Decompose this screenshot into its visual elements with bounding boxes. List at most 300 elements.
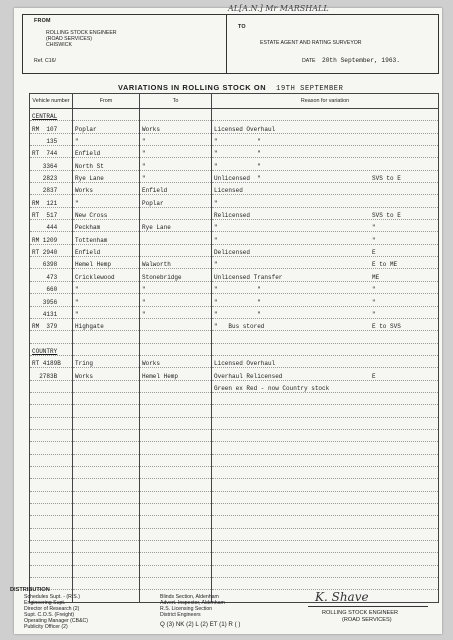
reason-cell <box>212 306 439 318</box>
reason-cell <box>212 504 439 516</box>
reason-text: " " <box>214 298 261 306</box>
transfer-note: SVS to E <box>372 212 401 220</box>
table-row <box>30 454 439 466</box>
table-row <box>30 516 439 528</box>
from-cell <box>73 281 140 293</box>
from-cell <box>73 257 140 269</box>
from-cell <box>73 244 140 256</box>
table-row <box>30 466 439 478</box>
from-cell <box>73 121 140 133</box>
from-cell <box>73 170 140 182</box>
from-cell <box>73 442 140 454</box>
to-cell <box>140 183 212 195</box>
to-cell <box>140 491 212 503</box>
reason-cell <box>212 466 439 478</box>
reason-text: Licensed Overhaul <box>214 125 276 133</box>
reason-cell <box>212 170 439 182</box>
to-cell <box>140 429 212 441</box>
reason-text: Overhaul Relicensed <box>214 372 283 380</box>
transfer-note: ME <box>372 273 380 281</box>
from-cell <box>73 590 140 602</box>
table-row <box>30 195 439 207</box>
reason-cell <box>212 491 439 503</box>
reason-text: Delicensed <box>214 249 251 257</box>
vehicle-number-cell <box>30 442 73 454</box>
to-cell <box>140 318 212 330</box>
vehicle-number-cell-text: RT 517 <box>32 212 58 220</box>
to-cell <box>140 417 212 429</box>
dist-mid-3: District Engineers <box>160 612 201 618</box>
vehicle-number-cell <box>30 294 73 306</box>
reason-cell <box>212 479 439 491</box>
to-cell <box>140 195 212 207</box>
reason-cell <box>212 343 439 355</box>
dist-mid-1: Advert. Inspector, Aldenham <box>160 600 225 606</box>
table-row <box>30 170 439 182</box>
transfer-note: " <box>372 310 376 318</box>
from-cell-text: Tottenham <box>75 236 108 244</box>
reason-text: Green ex Red - now Country stock <box>214 384 330 392</box>
to-cell <box>140 343 212 355</box>
to-cell <box>140 504 212 516</box>
to-cell-text: " <box>142 310 146 318</box>
reason-text: " " <box>214 310 261 318</box>
reason-text: " " <box>214 150 261 158</box>
reason-cell <box>212 429 439 441</box>
vehicle-number-cell <box>30 343 73 355</box>
from-cell <box>73 491 140 503</box>
vehicle-number-cell <box>30 158 73 170</box>
from-cell <box>73 146 140 158</box>
reason-cell <box>212 380 439 392</box>
vehicle-number-cell <box>30 244 73 256</box>
date-value: 20th September, 1963. <box>322 57 400 64</box>
table-row <box>30 442 439 454</box>
vehicle-number-cell-text: 135 <box>32 138 58 146</box>
reason-text: " " <box>214 286 261 294</box>
to-cell <box>140 405 212 417</box>
reason-cell <box>212 207 439 219</box>
from-cell-text: " <box>75 138 79 146</box>
from-cell-text: Cricklewood <box>75 273 115 281</box>
vehicle-number-cell <box>30 232 73 244</box>
from-cell <box>73 405 140 417</box>
from-cell <box>73 232 140 244</box>
dist-left-1: Engineering Supt. <box>24 600 66 606</box>
vehicle-number-cell <box>30 368 73 380</box>
reason-cell <box>212 220 439 232</box>
vehicle-number-cell <box>30 318 73 330</box>
dist-mid-0: Blinds Section, Aldenham <box>160 594 219 600</box>
vehicle-number-cell <box>30 504 73 516</box>
reason-cell <box>212 553 439 565</box>
to-label: TO <box>238 24 246 30</box>
from-cell-text: New Cross <box>75 212 108 220</box>
vehicle-number-cell <box>30 516 73 528</box>
from-cell <box>73 392 140 404</box>
table-row <box>30 146 439 158</box>
page-title <box>118 83 343 93</box>
to-cell-text: " <box>142 175 146 183</box>
reason-text: " <box>214 224 218 232</box>
to-cell <box>140 294 212 306</box>
vehicle-number-cell-text: 3364 <box>32 162 58 170</box>
from-cell <box>73 195 140 207</box>
col-reason: Reason for variation <box>212 94 439 109</box>
from-cell <box>73 429 140 441</box>
vehicle-number-cell-text: CENTRAL <box>32 113 58 121</box>
to-cell <box>140 355 212 367</box>
transfer-note: SVS to E <box>372 175 401 183</box>
from-cell-text: Enfield <box>75 150 101 158</box>
from-cell <box>73 454 140 466</box>
title-text: VARIATIONS IN ROLLING STOCK ON <box>118 83 267 92</box>
to-cell <box>140 109 212 121</box>
reason-text: Licensed Overhaul <box>214 360 276 368</box>
to-cell-text: Works <box>142 125 161 133</box>
vehicle-number-cell-text: 6398 <box>32 261 58 269</box>
from-cell <box>73 368 140 380</box>
table-row <box>30 121 439 133</box>
vehicle-number-cell-text: RT 2940 <box>32 249 58 257</box>
to-cell-text: Poplar <box>142 199 164 207</box>
from-cell <box>73 355 140 367</box>
table-row <box>30 590 439 602</box>
vehicle-number-cell-text: COUNTRY <box>32 347 58 355</box>
to-cell <box>140 244 212 256</box>
vehicle-number-cell <box>30 220 73 232</box>
from-cell <box>73 158 140 170</box>
dist-left-3: Supt. C.O.S. (Freight) <box>24 612 75 618</box>
section-row <box>30 343 439 355</box>
reason-cell <box>212 417 439 429</box>
from-cell <box>73 528 140 540</box>
vehicle-number-cell-text: 660 <box>32 286 58 294</box>
to-cell-text: " <box>142 138 146 146</box>
reason-cell <box>212 232 439 244</box>
reason-cell <box>212 133 439 145</box>
table-row <box>30 380 439 392</box>
dist-left-4: Operating Manager (CB&C) <box>24 618 89 624</box>
table-row <box>30 405 439 417</box>
vehicle-number-cell <box>30 392 73 404</box>
from-cell <box>73 578 140 590</box>
reason-cell <box>212 257 439 269</box>
vehicle-number-cell <box>30 195 73 207</box>
dist-left-0: Schedules Supt. - (R.S.) <box>24 594 80 600</box>
from-cell-text: " <box>75 310 79 318</box>
reason-text: " <box>214 261 218 269</box>
signature-title: ROLLING STOCK ENGINEER <box>322 610 399 616</box>
reason-text: " Bus stored <box>214 323 265 331</box>
reason-cell <box>212 541 439 553</box>
table-row <box>30 269 439 281</box>
to-cell <box>140 158 212 170</box>
to-cell <box>140 257 212 269</box>
transfer-note: " <box>372 236 376 244</box>
from-line-3: CHISWICK <box>46 42 72 48</box>
from-cell <box>73 553 140 565</box>
from-cell <box>73 417 140 429</box>
from-cell <box>73 294 140 306</box>
vehicle-number-cell-text: 2837 <box>32 187 58 195</box>
vehicle-number-cell <box>30 281 73 293</box>
transfer-note: E <box>372 249 376 257</box>
col-to: To <box>140 94 212 109</box>
vehicle-number-cell-text: 4131 <box>32 310 58 318</box>
table-row <box>30 158 439 170</box>
vehicle-number-cell <box>30 146 73 158</box>
to-cell-text: " <box>142 162 146 170</box>
table-row <box>30 306 439 318</box>
from-label: FROM <box>34 18 51 24</box>
vehicle-number-cell <box>30 269 73 281</box>
from-cell-text: " <box>75 199 79 207</box>
from-cell <box>73 479 140 491</box>
reason-text: Unlicensed " <box>214 175 261 183</box>
from-cell-text: Rye Lane <box>75 175 104 183</box>
to-cell <box>140 121 212 133</box>
to-cell <box>140 331 212 343</box>
vehicle-number-cell <box>30 257 73 269</box>
reason-text: " " <box>214 162 261 170</box>
reason-cell <box>212 516 439 528</box>
from-cell <box>73 109 140 121</box>
handwritten-note: AL[A.N.] Mr MARSHALL <box>228 4 329 13</box>
table-row <box>30 479 439 491</box>
from-cell <box>73 306 140 318</box>
to-cell <box>140 207 212 219</box>
reason-cell <box>212 146 439 158</box>
from-cell <box>73 541 140 553</box>
vehicle-number-cell <box>30 417 73 429</box>
vehicle-number-cell <box>30 355 73 367</box>
transfer-note: E to ME <box>372 261 398 269</box>
from-cell-text: " <box>75 286 79 294</box>
reason-cell <box>212 368 439 380</box>
table-row <box>30 491 439 503</box>
table-row <box>30 257 439 269</box>
table-row <box>30 368 439 380</box>
from-cell-text: Works <box>75 187 94 195</box>
reason-text: " <box>214 199 218 207</box>
vehicle-number-cell <box>30 170 73 182</box>
dist-left-2: Director of Research (2) <box>24 606 80 612</box>
to-cell <box>140 306 212 318</box>
transfer-note: " <box>372 298 376 306</box>
to-cell-text: " <box>142 150 146 158</box>
vehicle-number-cell <box>30 207 73 219</box>
from-cell <box>73 318 140 330</box>
to-cell <box>140 380 212 392</box>
vehicle-number-cell-text: RM 1209 <box>32 236 58 244</box>
from-cell <box>73 504 140 516</box>
table-row <box>30 553 439 565</box>
from-cell-text: " <box>75 298 79 306</box>
to-cell <box>140 454 212 466</box>
vehicle-number-cell <box>30 565 73 577</box>
to-cell-text: " <box>142 286 146 294</box>
to-cell-text: Stonebridge <box>142 273 182 281</box>
vehicle-number-cell <box>30 553 73 565</box>
table-row <box>30 220 439 232</box>
vehicle-number-cell <box>30 405 73 417</box>
table-row <box>30 281 439 293</box>
reason-cell <box>212 392 439 404</box>
from-cell-text: Hemel Hemp <box>75 261 112 269</box>
to-cell <box>140 553 212 565</box>
reason-text: " " <box>214 138 261 146</box>
vehicle-number-cell-text: 473 <box>32 273 58 281</box>
table-row <box>30 504 439 516</box>
vehicle-number-cell <box>30 109 73 121</box>
to-cell <box>140 541 212 553</box>
dist-mid-2: R.S. Licensing Section <box>160 606 213 612</box>
vehicle-number-cell <box>30 121 73 133</box>
variations-table <box>29 93 439 603</box>
ref-label: Ref. C16/ <box>34 58 56 64</box>
from-cell <box>73 466 140 478</box>
reason-cell <box>212 269 439 281</box>
to-cell <box>140 170 212 182</box>
vehicle-number-cell <box>30 331 73 343</box>
vehicle-number-cell <box>30 133 73 145</box>
reason-text: " <box>214 236 218 244</box>
transfer-note: E to SVS <box>372 323 401 331</box>
table-row <box>30 183 439 195</box>
table-row <box>30 429 439 441</box>
table-row <box>30 318 439 330</box>
vehicle-number-cell-text: RM 107 <box>32 125 58 133</box>
vehicle-number-cell <box>30 380 73 392</box>
from-cell-text: Peckham <box>75 224 101 232</box>
from-cell <box>73 565 140 577</box>
reason-cell <box>212 442 439 454</box>
vehicle-number-cell <box>30 528 73 540</box>
table-row <box>30 541 439 553</box>
from-cell-text: North St <box>75 162 104 170</box>
reason-text: Unlicensed Transfer <box>214 273 283 281</box>
section-row <box>30 109 439 121</box>
transfer-note: " <box>372 224 376 232</box>
vehicle-number-cell <box>30 491 73 503</box>
to-cell <box>140 146 212 158</box>
to-cell <box>140 133 212 145</box>
reason-cell <box>212 528 439 540</box>
to-line: ESTATE AGENT AND RATING SURVEYOR <box>260 40 362 46</box>
reason-text: Relicensed <box>214 212 251 220</box>
table-row <box>30 331 439 343</box>
distribution-title: DISTRIBUTION <box>10 587 50 593</box>
table-row <box>30 294 439 306</box>
from-cell-text: Works <box>75 372 94 380</box>
vehicle-number-cell-text: RT 4189B <box>32 360 61 368</box>
reason-cell <box>212 121 439 133</box>
title-date: 19TH SEPTEMBER <box>276 85 344 93</box>
reason-cell <box>212 281 439 293</box>
to-cell <box>140 269 212 281</box>
table-row <box>30 417 439 429</box>
vehicle-number-cell-text: 2783B <box>32 372 58 380</box>
reason-cell <box>212 244 439 256</box>
table-row <box>30 207 439 219</box>
table-row <box>30 133 439 145</box>
signature-line <box>308 606 428 607</box>
to-cell-text: " <box>142 298 146 306</box>
reason-cell <box>212 294 439 306</box>
reason-cell <box>212 355 439 367</box>
from-cell-text: Poplar <box>75 125 97 133</box>
from-cell <box>73 269 140 281</box>
reason-cell <box>212 578 439 590</box>
to-cell-text: Works <box>142 360 161 368</box>
reason-cell <box>212 158 439 170</box>
to-cell-text: Walworth <box>142 261 171 269</box>
to-cell <box>140 281 212 293</box>
to-cell <box>140 466 212 478</box>
vehicle-number-cell-text: RM 379 <box>32 323 58 331</box>
reason-text: Licensed <box>214 187 243 195</box>
reason-cell <box>212 405 439 417</box>
vehicle-number-cell-text: RM 121 <box>32 199 58 207</box>
date-label: DATE <box>302 58 316 64</box>
from-cell-text: Enfield <box>75 249 101 257</box>
dist-codes: Q (3) NK (2) L (2) ET (1) R ( ) <box>160 621 241 628</box>
reason-cell <box>212 331 439 343</box>
from-line-2: (ROAD SERVICES) <box>46 36 93 42</box>
from-cell <box>73 343 140 355</box>
to-cell <box>140 368 212 380</box>
to-cell-text: Rye Lane <box>142 224 171 232</box>
vehicle-number-cell <box>30 429 73 441</box>
to-cell <box>140 516 212 528</box>
to-cell <box>140 578 212 590</box>
reason-cell <box>212 195 439 207</box>
to-cell-text: Enfield <box>142 187 168 195</box>
table-row <box>30 565 439 577</box>
from-line-1: ROLLING STOCK ENGINEER <box>46 30 117 36</box>
table-row <box>30 355 439 367</box>
to-cell <box>140 479 212 491</box>
table-row <box>30 232 439 244</box>
from-cell-text: Tring <box>75 360 94 368</box>
table-row <box>30 578 439 590</box>
reason-cell <box>212 454 439 466</box>
from-cell <box>73 220 140 232</box>
from-cell <box>73 207 140 219</box>
to-cell <box>140 392 212 404</box>
table-row <box>30 528 439 540</box>
signature-subtitle: (ROAD SERVICES) <box>342 617 392 623</box>
from-cell <box>73 331 140 343</box>
col-from: From <box>73 94 140 109</box>
reason-cell <box>212 565 439 577</box>
to-cell <box>140 442 212 454</box>
from-cell <box>73 516 140 528</box>
vehicle-number-cell <box>30 183 73 195</box>
to-cell <box>140 528 212 540</box>
from-cell <box>73 380 140 392</box>
to-cell <box>140 232 212 244</box>
reason-cell <box>212 183 439 195</box>
vehicle-number-cell-text: 444 <box>32 224 58 232</box>
reason-cell <box>212 318 439 330</box>
vehicle-number-cell-text: RT 744 <box>32 150 58 158</box>
signature: K. Shave <box>315 590 369 604</box>
vehicle-number-cell <box>30 541 73 553</box>
vehicle-number-cell-text: 3956 <box>32 298 58 306</box>
table-row <box>30 392 439 404</box>
